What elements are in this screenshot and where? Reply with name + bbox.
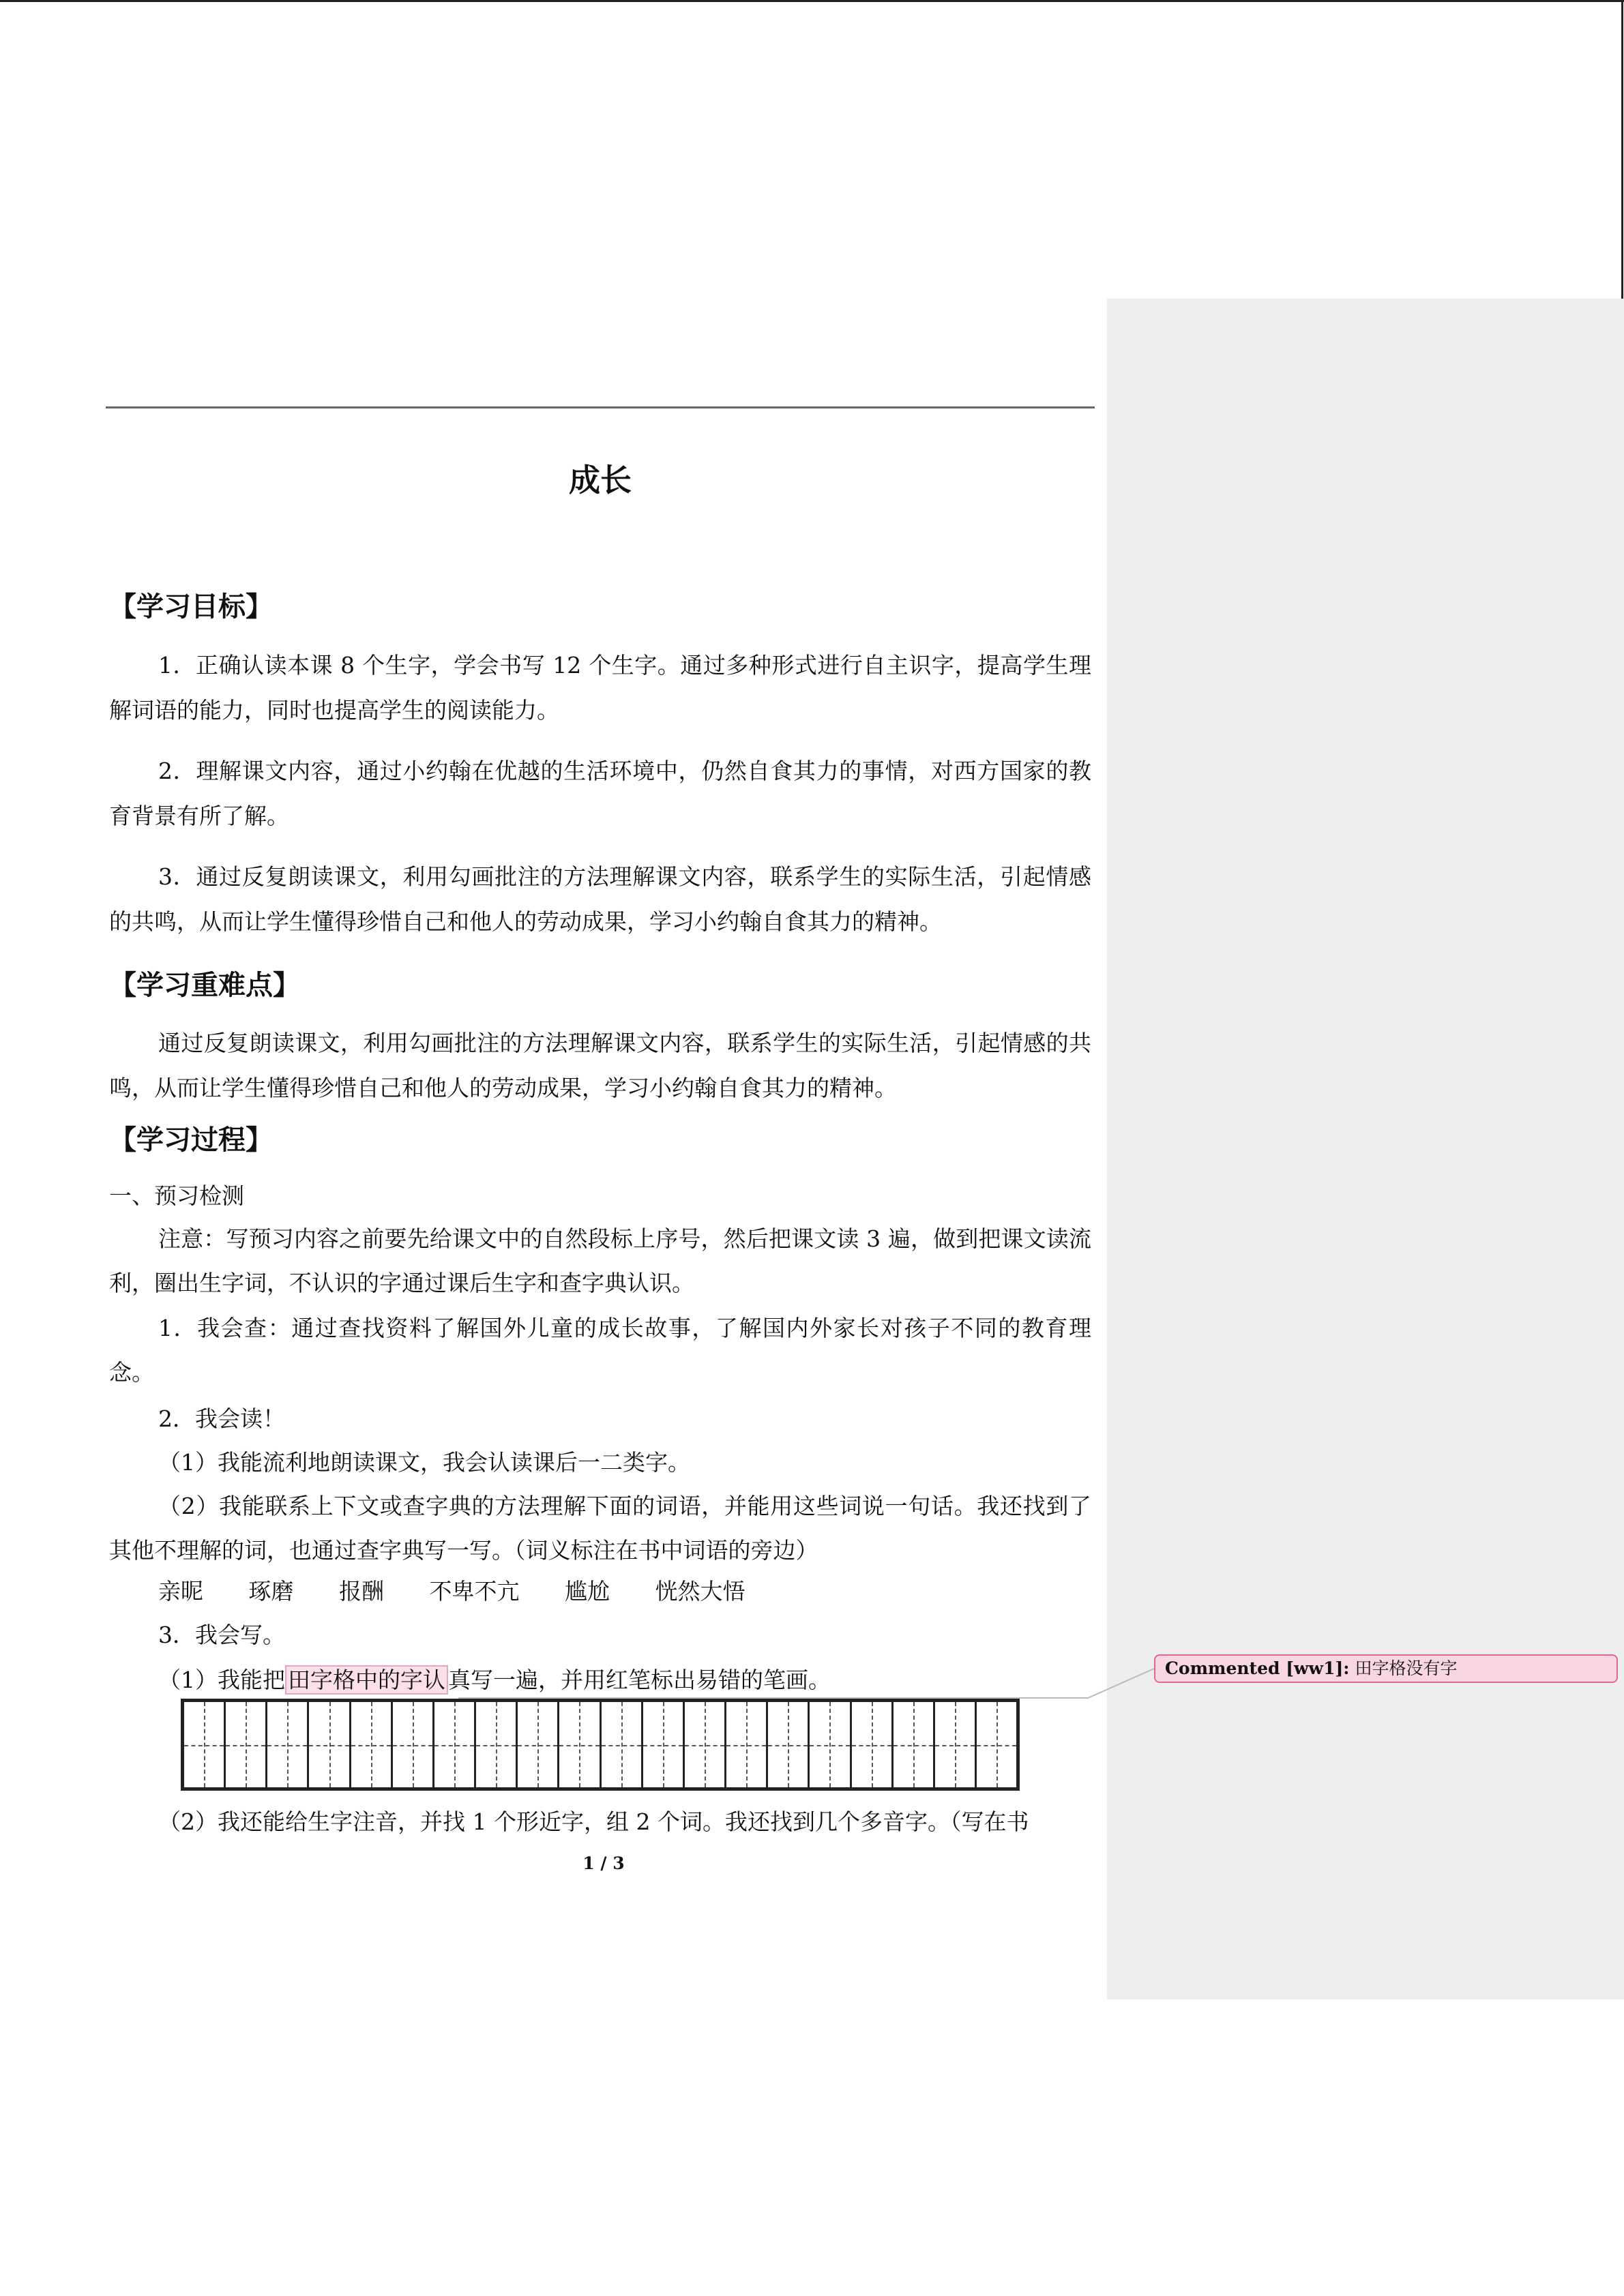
preview-check-heading: 一、预习检测 <box>109 1182 244 1209</box>
writing-grid-cell <box>393 1702 434 1787</box>
comment-pane <box>1107 299 1624 1999</box>
comment-highlight[interactable]: 田字格中的字认 <box>285 1665 448 1695</box>
preview-note: 注意：写预习内容之前要先给课文中的自然段标上序号，然后把课文读 3 遍，做到把课文读流利，圈出生字词，不认识的字通过课后生字和查字典认识。 <box>109 1225 1091 1296</box>
vocab-word: 琢磨 <box>248 1578 294 1605</box>
writing-grid-cell <box>602 1702 643 1787</box>
writing-grid-cell <box>935 1702 977 1787</box>
process-heading: 【学习过程】 <box>109 1124 273 1156</box>
process-item-2-2: （2）我能联系上下文或查字典的方法理解下面的词语，并能用这些词说一句话。我还找到了其他不理解的词，也通过查字典写一写。（词义标注在书中词语的旁边） <box>109 1493 1091 1564</box>
process-item-2: 2．我会读！ <box>158 1405 285 1432</box>
writing-grid-cell <box>685 1702 726 1787</box>
document-title: 成长 <box>569 462 632 498</box>
writing-grid-cell <box>476 1702 518 1787</box>
writing-grid-cell <box>559 1702 601 1787</box>
vocab-list <box>158 1578 784 1605</box>
writing-grid-cell <box>267 1702 309 1787</box>
vocab-word: 不卑不亢 <box>429 1578 520 1605</box>
objective-item-3: 3．通过反复朗读课文，利用勾画批注的方法理解课文内容，联系学生的实际生活，引起情感的共鸣，从而让学生懂得珍惜自己和他人的劳动成果，学习小约翰自食其力的精神。 <box>109 863 1091 935</box>
writing-grid-cell <box>184 1702 226 1787</box>
item-3-1-prefix: （1）我能把 <box>158 1667 285 1693</box>
vocab-word: 报酬 <box>339 1578 384 1605</box>
header-rule <box>106 406 1095 408</box>
writing-grid-cell <box>351 1702 393 1787</box>
vocab-word: 尴尬 <box>565 1578 610 1605</box>
writing-grid-cell <box>810 1702 851 1787</box>
writing-grid-cell <box>518 1702 559 1787</box>
process-item-2-1: （1）我能流利地朗读课文，我会认读课后一二类字。 <box>158 1449 690 1476</box>
writing-grid-cell <box>434 1702 476 1787</box>
writing-grid-cell <box>977 1702 1016 1787</box>
process-item-3: 3．我会写。 <box>158 1622 285 1648</box>
writing-grid-cell <box>226 1702 267 1787</box>
writing-grid <box>181 1699 1020 1791</box>
writing-grid-cell <box>726 1702 768 1787</box>
page-right-border <box>1621 0 1623 300</box>
writing-grid-cell <box>852 1702 894 1787</box>
objectives-heading: 【学习目标】 <box>109 591 273 623</box>
key-points-text: 通过反复朗读课文，利用勾画批注的方法理解课文内容，联系学生的实际生活，引起情感的共鸣，从而让学生懂得珍惜自己和他人的劳动成果，学习小约翰自食其力的精神。 <box>109 1030 1091 1101</box>
objective-item-1: 1．正确认读本课 8 个生字，学会书写 12 个生字。通过多种形式进行自主识字，提高学生理解词语的能力，同时也提高学生的阅读能力。 <box>109 652 1091 724</box>
writing-grid-cell <box>309 1702 351 1787</box>
writing-grid-cell <box>643 1702 685 1787</box>
key-points-heading: 【学习重难点】 <box>109 970 300 1001</box>
comment-balloon[interactable] <box>1154 1654 1618 1683</box>
objective-item-2: 2．理解课文内容，通过小约翰在优越的生活环境中，仍然自食其力的事情，对西方国家的教育背景有所了解。 <box>109 758 1091 829</box>
process-item-3-2: （2）我还能给生字注音，并找 1 个形近字，组 2 个词。我还找到几个多音字。（写在书 <box>158 1808 1029 1835</box>
vocab-word: 亲昵 <box>158 1578 203 1605</box>
comment-text: 田字格没有字 <box>1355 1658 1458 1678</box>
writing-grid-cell <box>894 1702 935 1787</box>
comment-author-label: Commented [ww1]: <box>1165 1658 1350 1678</box>
item-3-1-suffix: 真写一遍，并用红笔标出易错的笔画。 <box>448 1667 831 1693</box>
writing-grid-cell <box>768 1702 810 1787</box>
process-item-1: 1．我会查：通过查找资料了解国外儿童的成长故事，了解国内外家长对孩子不同的教育理念。 <box>109 1315 1091 1386</box>
process-item-3-1 <box>158 1667 831 1694</box>
page-number: 1 / 3 <box>582 1853 625 1873</box>
page-top-border <box>0 0 1624 2</box>
vocab-word: 恍然大悟 <box>655 1578 745 1605</box>
